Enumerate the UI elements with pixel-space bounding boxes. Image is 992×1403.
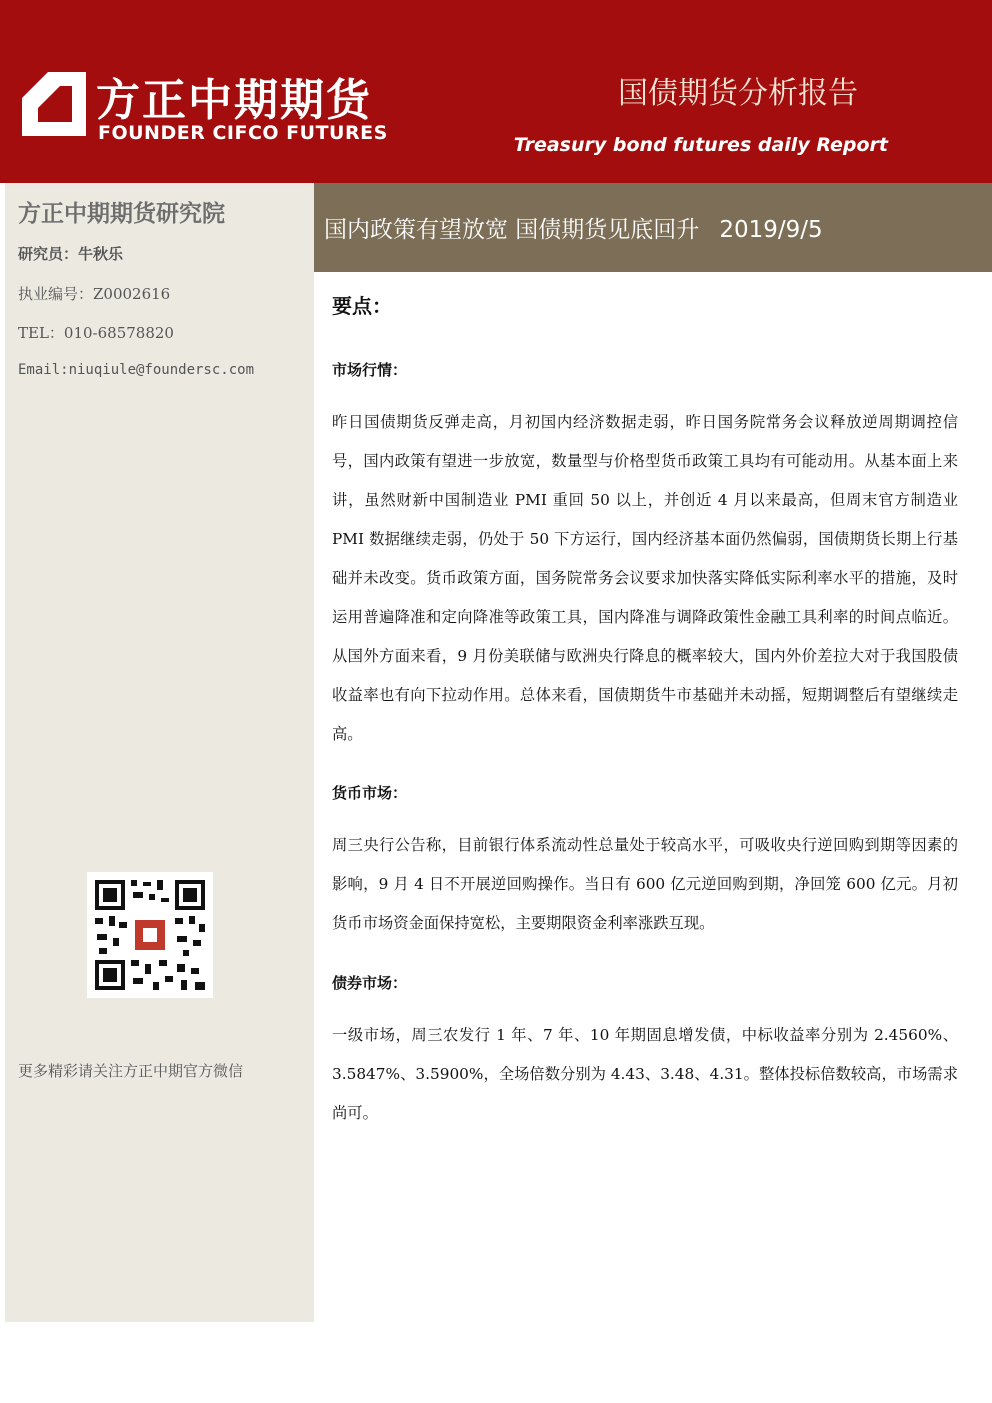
report-date: 2019/9/5	[719, 217, 823, 243]
institute-name: 方正中期期货研究院	[18, 201, 225, 227]
report-header	[0, 0, 992, 183]
section-heading-market: 市场行情：	[332, 361, 408, 379]
key-points-heading: 要点：	[332, 294, 392, 318]
report-title-text: 国内政策有望放宽 国债期货见底回升	[324, 217, 700, 243]
report-title	[324, 211, 823, 244]
brand-name-cn: 方正中期期货	[96, 75, 372, 126]
report-type-en: Treasury bond futures daily Report	[513, 134, 888, 156]
section-body-market: 昨日国债期货反弹走高，月初国内经济数据走弱，昨日国务院常务会议释放逆周期调控信号，国内政策有望进一步放宽，数量型与价格型货币政策工具均有可能动用。从基本面上来讲，虽然财新中国制造业 PMI 重回 50 以上，并创近 4 月以来最高，但周末官方制造业 PMI 数据继续走弱，仍处于 50 下方运行，国内经济基本面仍然偏弱，国债期货长期上行基础并未改变。货币政策方面，国务院常务会议要求加快落实降低实际利率水平的措施，及时运用普遍降准和定向降准等政策工具，国内降准与调降政策性金融工具利率的时间点临近。从国外方面来看，9 月份美联储与欧洲央行降息的概率较大，国内外价差拉大对于我国股债收益率也有向下拉动作用。总体来看，国债期货牛市基础并未动摇，短期调整后有望继续走高。	[332, 413, 958, 743]
researcher: 研究员：牛秋乐	[18, 245, 124, 263]
section-heading-money-market: 货币市场：	[332, 784, 408, 802]
section-body-bond-market: 一级市场，周三农发行 1 年、7 年、10 年期固息增发债，中标收益率分别为 2.4560%、3.5847%、3.5900%，全场倍数分别为 4.43、3.48、4.31。整体投标倍数较高，市场需求尚可。	[332, 1026, 958, 1122]
section-heading-bond-market: 债券市场：	[332, 974, 408, 992]
report-type-cn: 国债期货分析报告	[618, 76, 858, 111]
email: Email:niuqiule@foundersc.com	[18, 362, 255, 378]
title-bar	[314, 183, 992, 272]
brand-name-en: FOUNDER CIFCO FUTURES	[98, 122, 388, 144]
section-body-money-market: 周三央行公告称，目前银行体系流动性总量处于较高水平，可吸收央行逆回购到期等因素的影响，9 月 4 日不开展逆回购操作。当日有 600 亿元逆回购到期，净回笼 600 亿元。月初货币市场资金面保持宽松，主要期限资金利率涨跌互现。	[332, 836, 958, 932]
wechat-qr-code	[87, 872, 213, 998]
license-number: 执业编号：Z0002616	[18, 285, 171, 303]
telephone: TEL：010-68578820	[18, 324, 174, 342]
sidebar	[5, 183, 314, 1322]
follow-wechat-text: 更多精彩请关注方正中期官方微信	[18, 1062, 244, 1080]
founder-logo-icon	[22, 72, 86, 136]
